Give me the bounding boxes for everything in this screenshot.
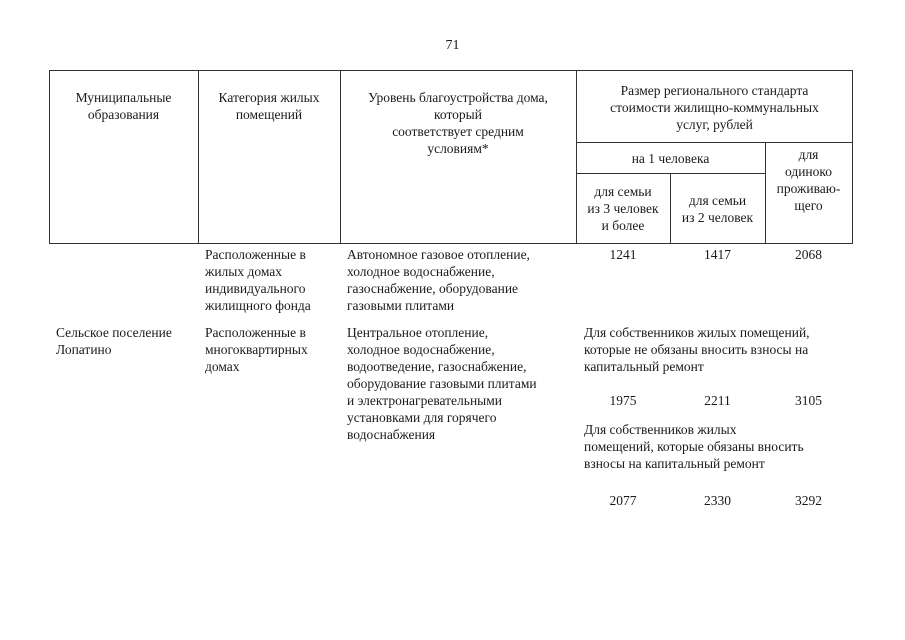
row2-note2-line: помещений, которые обязаны вносить — [584, 439, 804, 454]
header-family3-line: из 3 человек — [587, 201, 659, 216]
row2-level-line: установками для горячего — [347, 410, 497, 425]
row2-category-line: Расположенные в — [205, 325, 306, 340]
row2-note2-line: Для собственников жилых — [584, 422, 737, 437]
header-category-line: помещений — [235, 107, 303, 122]
header-municipal-line: образования — [87, 107, 160, 122]
header-single-line: щего — [794, 198, 823, 213]
header-family2-line: для семьи — [688, 193, 747, 208]
row2-municipal-line: Лопатино — [56, 342, 112, 357]
header-family3-line: для семьи — [594, 184, 652, 199]
header-family3-line: и более — [601, 218, 645, 233]
header-single-line: для — [798, 147, 819, 162]
row1-category-line: жилищного фонда — [205, 298, 311, 313]
row1-level-line: холодное водоснабжение, — [347, 264, 495, 279]
row2-level-line: и электронагревательными — [347, 393, 503, 408]
header-level-line: соответствует средним — [392, 124, 524, 139]
grid-bottom-line — [49, 243, 853, 244]
row2-level-line: Центральное отопление, — [347, 325, 489, 340]
header-size-line: услуг, рублей — [676, 117, 753, 132]
row2-note-obliged — [584, 421, 852, 472]
header-size-line: стоимости жилищно-коммунальных — [610, 100, 819, 115]
row1-category-line: жилых домах — [205, 264, 283, 279]
header-family2-line: из 2 человек — [681, 210, 754, 225]
header-municipal — [49, 89, 198, 123]
row2-note2-line: взносы на капитальный ремонт — [584, 456, 765, 471]
page-number: 71 — [445, 38, 460, 53]
row2-category — [205, 324, 340, 375]
row2-level-line: водоснабжения — [347, 427, 436, 442]
row1-value-single: 2068 — [795, 247, 822, 262]
row2-note1-line: капитальный ремонт — [584, 359, 704, 374]
header-single — [765, 146, 852, 214]
header-level-line: который — [434, 107, 482, 122]
header-family2 — [670, 192, 765, 226]
row2-a-family2: 2211 — [704, 393, 731, 408]
row2-level-line: водоотведение, газоснабжение, — [347, 359, 527, 374]
row1-category — [205, 246, 340, 314]
header-level-line: условиям* — [427, 141, 489, 156]
row1-level-line: Автономное газовое отопление, — [347, 247, 530, 262]
row2-note1-line: которые не обязаны вносить взносы на — [584, 342, 809, 357]
header-single-line: одиноко — [784, 164, 833, 179]
header-size-line: Размер регионального стандарта — [620, 83, 809, 98]
row1-level — [347, 246, 576, 314]
row1-category-line: индивидуального — [205, 281, 306, 296]
row2-category-line: домах — [205, 359, 240, 374]
row1-value-family3: 1241 — [609, 247, 637, 262]
row2-b-single: 3292 — [795, 493, 822, 508]
header-level — [340, 89, 576, 157]
header-category — [198, 89, 340, 123]
row2-level-line: холодное водоснабжение, — [347, 342, 495, 357]
grid-line-per-person-top — [576, 142, 853, 143]
row2-municipal — [56, 324, 198, 358]
header-family3 — [576, 183, 670, 234]
header-municipal-line: Муниципальные — [75, 90, 172, 105]
row2-note-not-obliged — [584, 324, 852, 375]
header-single-line: проживаю- — [776, 181, 841, 196]
header-category-line: Категория жилых — [218, 90, 320, 105]
row1-value-family2: 1417 — [704, 247, 731, 262]
grid-top-line — [49, 70, 853, 71]
header-level-line: Уровень благоустройства дома, — [368, 90, 548, 105]
row2-municipal-line: Сельское поселение — [56, 325, 172, 340]
row2-a-single: 3105 — [795, 393, 822, 408]
row2-b-family3: 2077 — [609, 493, 637, 508]
header-per-person: на 1 человека — [631, 151, 710, 166]
row1-category-line: Расположенные в — [205, 247, 306, 262]
row2-level-line: оборудование газовыми плитами — [347, 376, 537, 391]
row2-level — [347, 324, 576, 443]
header-size — [576, 82, 853, 133]
row1-level-line: газоснабжение, оборудование — [347, 281, 519, 296]
row1-level-line: газовыми плитами — [347, 298, 455, 313]
row2-category-line: многоквартирных — [205, 342, 308, 357]
row2-note1-line: Для собственников жилых помещений, — [584, 325, 810, 340]
row2-b-family2: 2330 — [704, 493, 731, 508]
row2-a-family3: 1975 — [609, 393, 637, 408]
